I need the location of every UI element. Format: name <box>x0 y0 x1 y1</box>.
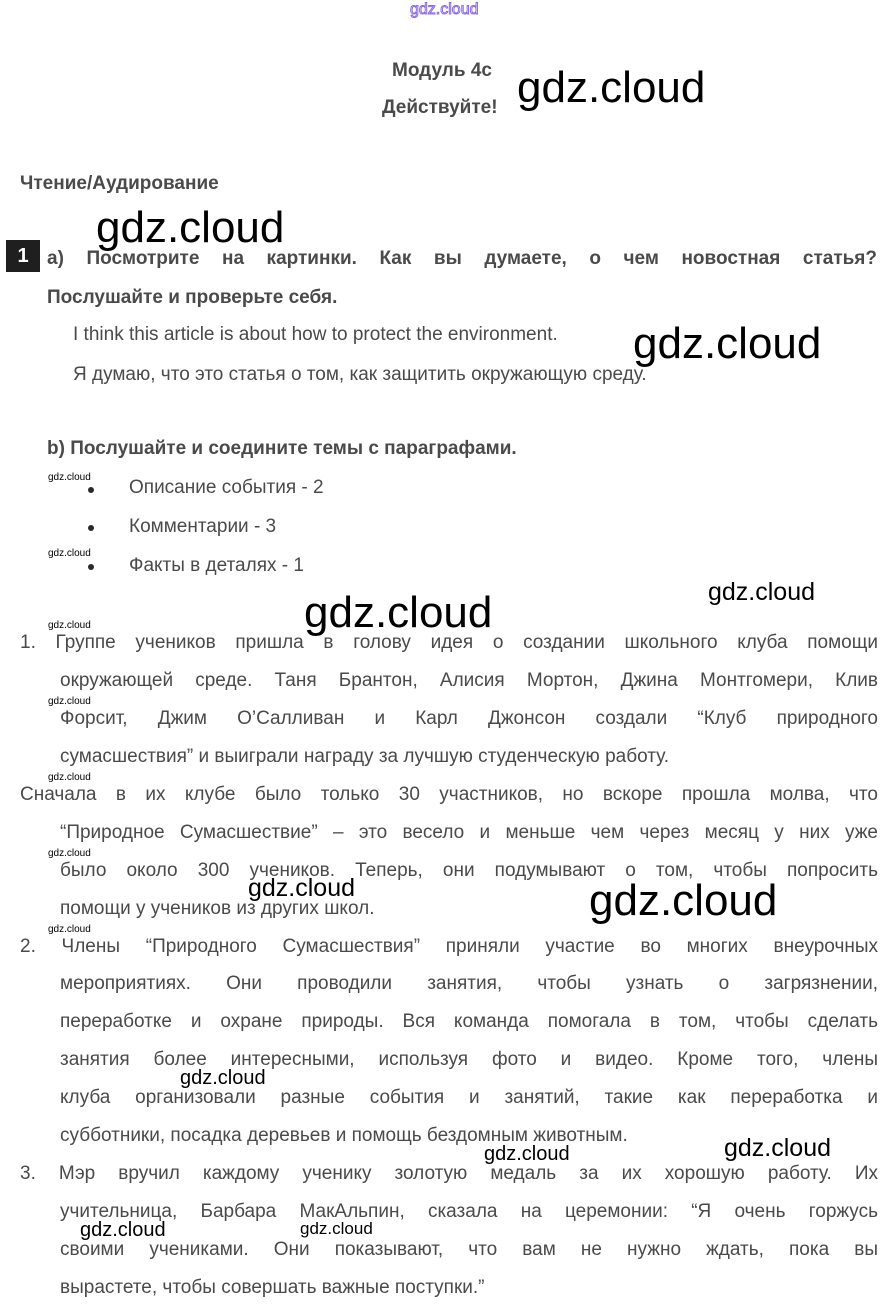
watermark: gdz.cloud <box>708 578 816 606</box>
list-item: Комментарии - 3 <box>129 516 277 537</box>
paragraph-2-line: занятия более интересными, используя фото и видео. Кроме того, члены <box>60 1049 878 1070</box>
watermark: gdz.cloud <box>48 848 91 859</box>
watermark: gdz.cloud <box>484 1143 570 1165</box>
watermark: gdz.cloud <box>248 874 356 902</box>
bullet-icon <box>88 564 94 570</box>
paragraph-1-line: сумасшествия” и выиграли награду за лучшую студенческую работу. <box>60 746 670 767</box>
part-a-instruction-cont: Послушайте и проверьте себя. <box>47 287 338 308</box>
paragraph-1b-line: “Природное Сумасшествие” – это весело и меньше чем через месяц у них уже <box>60 822 878 843</box>
paragraph-3-line: 3. Мэр вручил каждому ученику золотую медаль за их хорошую работу. Их <box>20 1163 878 1184</box>
answer-english: I think this article is about how to protect the environment. <box>73 324 558 345</box>
watermark: gdz.cloud <box>80 1219 166 1241</box>
paragraph-2-line: 2. Члены “Природного Сумасшествия” приняли участие во многих внеурочных <box>20 936 878 957</box>
watermark: gdz.cloud <box>300 1219 373 1238</box>
watermark: gdz.cloud <box>48 620 91 631</box>
paragraph-2-line: клуба организовали разные события и занятий, такие как переработка и <box>60 1087 878 1108</box>
watermark: gdz.cloud <box>48 696 91 707</box>
watermark: gdz.cloud <box>180 1067 266 1089</box>
paragraph-3-line: вырастете, чтобы совершать важные поступки.” <box>60 1277 485 1298</box>
module-title: Модуль 4c <box>392 60 492 81</box>
paragraph-1b-line: помощи у учеников из других школ. <box>60 898 375 919</box>
module-subtitle: Действуйте! <box>382 97 498 118</box>
paragraph-1b-line: Сначала в их клубе было только 30 участников, но вскоре прошла молва, что <box>20 784 878 805</box>
paragraph-1-line: Форсит, Джим О’Салливан и Карл Джонсон создали “Клуб природного <box>60 708 878 729</box>
watermark: gdz.cloud <box>96 203 285 252</box>
watermark: gdz.cloud <box>724 1134 832 1162</box>
paragraph-1b-line: было около 300 учеников. Теперь, они подумывают о том, чтобы попросить <box>60 860 878 881</box>
section-heading: Чтение/Аудирование <box>20 173 219 194</box>
paragraph-2-line: переработке и охране природы. Вся команда помогала в том, чтобы сделать <box>60 1011 878 1032</box>
list-item: Факты в деталях - 1 <box>129 555 304 576</box>
exercise-number-badge: 1 <box>6 240 40 272</box>
answer-russian: Я думаю, что это статья о том, как защитить окружающую среду. <box>73 364 647 385</box>
watermark-top: gdz.cloud <box>410 1 479 18</box>
list-item: Описание события - 2 <box>129 477 324 498</box>
paragraph-1-line: окружающей среде. Таня Брантон, Алисия Мортон, Джина Монтгомери, Клив <box>60 670 878 691</box>
watermark: gdz.cloud <box>517 63 706 112</box>
paragraph-3-line: учительница, Барбара МакАльпин, сказала на церемонии: “Я очень горжусь <box>60 1201 878 1222</box>
watermark: gdz.cloud <box>48 472 91 483</box>
watermark: gdz.cloud <box>304 588 493 637</box>
bullet-icon <box>88 525 94 531</box>
watermark: gdz.cloud <box>48 548 91 559</box>
watermark: gdz.cloud <box>589 876 778 925</box>
watermark: gdz.cloud <box>48 772 91 783</box>
paragraph-3-line: своими учениками. Они показывают, что вам не нужно ждать, пока вы <box>60 1239 878 1260</box>
part-b-instruction: b) Послушайте и соедините темы с параграфами. <box>47 438 517 459</box>
part-a-instruction: a) Посмотрите на картинки. Как вы думаете, о чем новостная статья? <box>47 248 877 269</box>
bullet-icon <box>88 487 94 493</box>
paragraph-1-line: 1. Группе учеников пришла в голову идея о создании школьного клуба помощи <box>20 632 878 653</box>
watermark: gdz.cloud <box>48 924 91 935</box>
paragraph-2-line: субботники, посадка деревьев и помощь бездомным животным. <box>60 1125 628 1146</box>
watermark: gdz.cloud <box>633 319 822 368</box>
paragraph-2-line: мероприятиях. Они проводили занятия, чтобы узнать о загрязнении, <box>60 973 878 994</box>
